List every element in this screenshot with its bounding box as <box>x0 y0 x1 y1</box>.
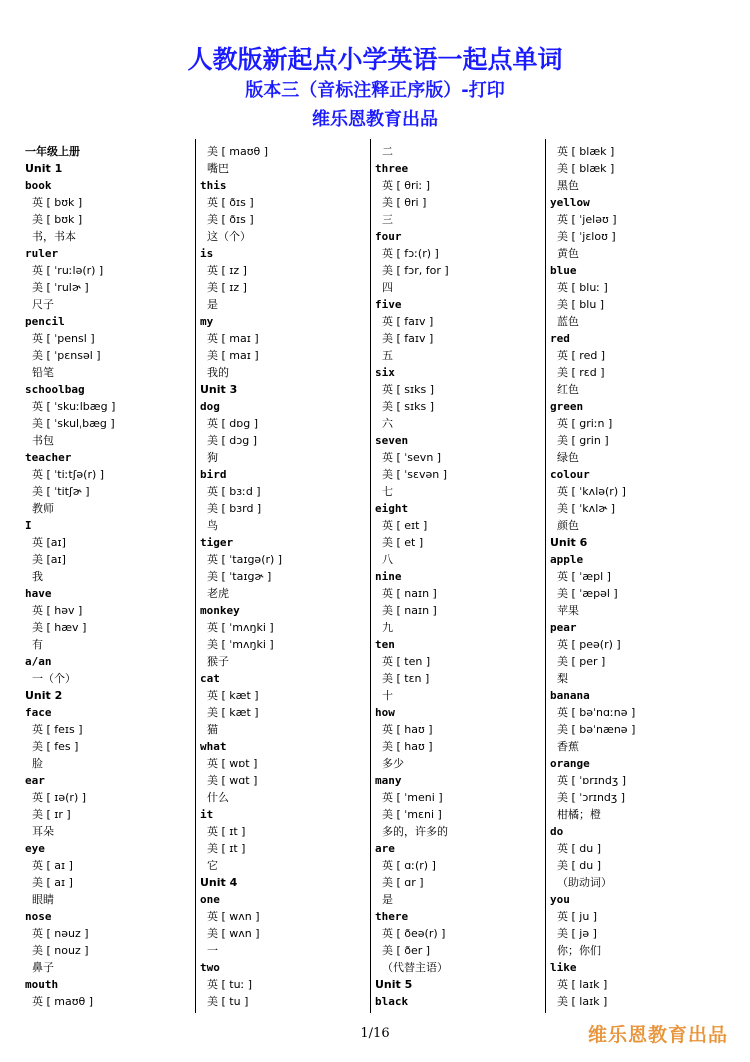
vocab-word: two <box>200 961 220 974</box>
vocab-word: have <box>25 587 52 600</box>
vocab-detail: 蓝色 <box>557 315 579 328</box>
vocab-word: one <box>200 893 220 906</box>
vocab-detail: 美 [ rɛd ] <box>557 366 605 379</box>
vocab-detail: 你；你们 <box>557 944 601 957</box>
vocab-word: pear <box>550 621 577 634</box>
vocab-detail: 美 [ kæt ] <box>207 706 259 719</box>
section-heading: 一年级上册 <box>25 145 80 158</box>
vocab-detail: 英 [ ˈkʌlə(r) ] <box>557 485 626 498</box>
vocab-word: apple <box>550 553 584 566</box>
vocab-detail: 美 [ bəˈnænə ] <box>557 723 636 736</box>
vocab-detail: 美 [ θri ] <box>382 196 427 209</box>
vocab-detail: 美 [ ˈtaɪgɚ ] <box>207 570 272 583</box>
vocab-word: eight <box>375 502 409 515</box>
vocab-word: orange <box>550 757 590 770</box>
vocab-detail: 英 [ aɪ ] <box>32 859 73 872</box>
vocab-detail: 香蕉 <box>557 740 579 753</box>
vocab-detail: 红色 <box>557 383 579 396</box>
section-heading: Unit 2 <box>25 689 63 702</box>
vocab-detail: 美 [ laɪk ] <box>557 995 608 1008</box>
vocab-detail: 美 [ ˈmʌŋki ] <box>207 638 274 651</box>
page-subtitle: 版本三（音标注释正序版）-打印 <box>245 80 505 101</box>
vocab-word: there <box>375 910 409 923</box>
vocab-detail: 九 <box>382 621 393 634</box>
vocab-detail: 英 [ ˈɒrɪndʒ ] <box>557 774 626 787</box>
vocab-detail: 美 [ ðɪs ] <box>207 213 254 226</box>
vocab-detail: 四 <box>382 281 393 294</box>
vocab-detail: 教师 <box>32 502 54 515</box>
vocab-word: dog <box>200 400 220 413</box>
vocab-detail: 五 <box>382 349 393 362</box>
vocab-word: five <box>375 298 402 311</box>
vocab-detail: 英 [ ˈpensl ] <box>32 332 95 345</box>
vocab-word: pencil <box>25 315 65 328</box>
vocab-detail: （代替主语） <box>382 961 448 974</box>
vocab-detail: 美 [ dɔg ] <box>207 434 258 447</box>
vocab-detail: 英 [ ɑː(r) ] <box>382 859 436 872</box>
vocab-detail: 美 [ ˈæpəl ] <box>557 587 618 600</box>
vocab-detail: 英 [ ˈskuːlbæg ] <box>32 400 116 413</box>
vocab-detail: 英 [ bɜːd ] <box>207 485 261 498</box>
vocab-word: it <box>200 808 214 821</box>
vocabulary-columns <box>0 143 750 1015</box>
vocab-word: a/an <box>25 655 52 668</box>
vocab-detail: 英 [ ɪz ] <box>207 264 247 277</box>
vocab-detail: 英 [ griːn ] <box>557 417 613 430</box>
vocab-detail: 铅笔 <box>32 366 54 379</box>
vocab-detail: 美 [ ˈɔrɪndʒ ] <box>557 791 626 804</box>
vocab-column-1 <box>25 143 191 1015</box>
vocab-word: like <box>550 961 577 974</box>
vocab-detail: 英 [ nəuz ] <box>32 927 89 940</box>
vocab-detail: 美 [ faɪv ] <box>382 332 434 345</box>
vocab-detail: 美 [ bʊk ] <box>32 213 83 226</box>
vocab-word: banana <box>550 689 590 702</box>
vocab-detail: 美 [ ɪt ] <box>207 842 246 855</box>
vocab-detail: 老虎 <box>207 587 229 600</box>
vocab-detail: 美 [ wʌn ] <box>207 927 260 940</box>
vocab-detail: 美 [ wɑt ] <box>207 774 258 787</box>
vocab-detail: 英 [ həv ] <box>32 604 83 617</box>
vocab-detail: 英 [ red ] <box>557 349 606 362</box>
vocab-word: I <box>25 519 32 532</box>
vocab-detail: 美 [ et ] <box>382 536 424 549</box>
vocab-detail: 嘴巴 <box>207 162 229 175</box>
vocab-word: ear <box>25 774 45 787</box>
vocab-detail: 颜色 <box>557 519 579 532</box>
vocab-detail: 它 <box>207 859 218 872</box>
vocab-detail: 七 <box>382 485 393 498</box>
vocab-detail: 美 [ per ] <box>557 655 606 668</box>
section-heading: Unit 3 <box>200 383 238 396</box>
vocab-column-2 <box>200 143 366 1015</box>
vocab-detail: 美 [ du ] <box>557 859 602 872</box>
vocab-column-4 <box>550 143 716 1015</box>
vocab-word: what <box>200 740 227 753</box>
vocab-detail: 英 [ kæt ] <box>207 689 259 702</box>
vocab-detail: 英 [ bəˈnɑːnə ] <box>557 706 636 719</box>
section-heading: Unit 5 <box>375 978 413 991</box>
vocab-detail: 黑色 <box>557 179 579 192</box>
publisher-line: 维乐恩教育出品 <box>312 109 438 130</box>
vocab-detail: 美 [ nouz ] <box>32 944 89 957</box>
vocab-detail: 我 <box>32 570 43 583</box>
vocab-word: nose <box>25 910 52 923</box>
vocab-column-3 <box>375 143 541 1015</box>
vocab-detail: 英 [ wʌn ] <box>207 910 260 923</box>
vocab-detail: 多的，许多的 <box>382 825 448 838</box>
vocab-word: ten <box>375 638 395 651</box>
vocab-detail: 英 [ haʊ ] <box>382 723 433 736</box>
vocab-detail: 美 [ blu ] <box>557 298 605 311</box>
vocab-detail: 美 [ ˈrulɚ ] <box>32 281 89 294</box>
vocab-detail: 这（个） <box>207 230 251 243</box>
vocab-word: how <box>375 706 395 719</box>
vocab-detail: 美 [ ðer ] <box>382 944 431 957</box>
vocab-detail: 英 [ ɪt ] <box>207 825 246 838</box>
vocab-word: cat <box>200 672 220 685</box>
vocab-detail: （助动词） <box>557 876 612 889</box>
vocab-detail: 耳朵 <box>32 825 54 838</box>
vocab-detail: 美 [ ˈskulˌbæg ] <box>32 417 115 430</box>
vocab-detail: 什么 <box>207 791 229 804</box>
vocab-detail: 英 [ du ] <box>557 842 602 855</box>
vocab-detail: 美 [ tu ] <box>207 995 249 1008</box>
vocab-detail: 英 [ ˈmeni ] <box>382 791 443 804</box>
vocab-word: nine <box>375 570 402 583</box>
vocab-detail: 英 [ ˈæpl ] <box>557 570 611 583</box>
vocab-detail: 脸 <box>32 757 43 770</box>
vocab-detail: 美 [ bɜrd ] <box>207 502 262 515</box>
vocab-detail: 鼻子 <box>32 961 54 974</box>
vocab-detail: 尺子 <box>32 298 54 311</box>
vocab-detail: 英 [ wɒt ] <box>207 757 258 770</box>
vocab-detail: 美 [ ɑr ] <box>382 876 424 889</box>
vocab-detail: 苹果 <box>557 604 579 617</box>
vocab-detail: 英 [ tuː ] <box>207 978 253 991</box>
vocab-detail: 英 [ ˈmʌŋki ] <box>207 621 274 634</box>
vocab-detail: 英 [ θriː ] <box>382 179 431 192</box>
vocab-detail: 英 [ eɪt ] <box>382 519 428 532</box>
vocab-word: blue <box>550 264 577 277</box>
vocab-word: you <box>550 893 570 906</box>
vocab-detail: 多少 <box>382 757 404 770</box>
vocab-detail: 有 <box>32 638 43 651</box>
vocab-detail: 一（个） <box>32 672 76 685</box>
vocab-detail: 美 [ maʊθ ] <box>207 145 269 158</box>
vocab-detail: 美 [ maɪ ] <box>207 349 259 362</box>
vocab-detail: 英 [ blæk ] <box>557 145 615 158</box>
vocab-detail: 绿色 <box>557 451 579 464</box>
vocab-detail: 猫 <box>207 723 218 736</box>
vocab-word: ruler <box>25 247 59 260</box>
vocab-word: many <box>375 774 402 787</box>
vocab-detail: 美 [ grin ] <box>557 434 609 447</box>
vocab-detail: 书包 <box>32 434 54 447</box>
vocab-word: black <box>375 995 409 1008</box>
vocab-detail: 英 [ feɪs ] <box>32 723 83 736</box>
page-number: 1/16 <box>360 1026 390 1041</box>
vocab-detail: 美 [ fes ] <box>32 740 79 753</box>
vocab-word: schoolbag <box>25 383 85 396</box>
vocab-word: my <box>200 315 214 328</box>
vocab-detail: 美 [ ɪr ] <box>32 808 71 821</box>
page-title: 人教版新起点小学英语一起点单词 <box>187 45 563 74</box>
vocab-detail: 英 [ ðeə(r) ] <box>382 927 446 940</box>
vocab-word: six <box>375 366 395 379</box>
vocab-detail: 十 <box>382 689 393 702</box>
vocab-detail: 美 [ haʊ ] <box>382 740 433 753</box>
vocab-detail: 英 [ bluː ] <box>557 281 608 294</box>
vocab-word: teacher <box>25 451 72 464</box>
vocab-detail: 英 [ peə(r) ] <box>557 638 621 651</box>
vocab-detail: 我的 <box>207 366 229 379</box>
vocab-word: monkey <box>200 604 240 617</box>
vocab-word: red <box>550 332 570 345</box>
vocab-detail: 英 [aɪ] <box>32 536 66 549</box>
vocab-detail: 是 <box>382 893 393 906</box>
vocab-detail: 美 [ ɪz ] <box>207 281 247 294</box>
vocab-detail: 英 [ ten ] <box>382 655 431 668</box>
section-heading: Unit 6 <box>550 536 588 549</box>
vocab-detail: 英 [ ɪə(r) ] <box>32 791 87 804</box>
vocab-detail: 六 <box>382 417 393 430</box>
vocab-detail: 英 [ ˈruːlə(r) ] <box>32 264 104 277</box>
vocab-detail: 狗 <box>207 451 218 464</box>
vocab-detail: 美 [ ˈpɛnsəl ] <box>32 349 101 362</box>
vocab-detail: 美 [ sɪks ] <box>382 400 434 413</box>
vocab-word: this <box>200 179 227 192</box>
vocab-detail: 美 [ ˈkʌlɚ ] <box>557 502 616 515</box>
vocab-detail: 英 [ fɔː(r) ] <box>382 247 439 260</box>
vocab-detail: 英 [ laɪk ] <box>557 978 608 991</box>
vocab-detail: 柑橘；橙 <box>557 808 601 821</box>
vocab-word: are <box>375 842 395 855</box>
vocab-detail: 美 [ hæv ] <box>32 621 87 634</box>
vocab-detail: 英 [ faɪv ] <box>382 315 434 328</box>
vocab-detail: 英 [ bʊk ] <box>32 196 83 209</box>
section-heading: Unit 4 <box>200 876 238 889</box>
vocab-detail: 美 [ tɛn ] <box>382 672 430 685</box>
vocab-word: tiger <box>200 536 234 549</box>
vocab-word: bird <box>200 468 227 481</box>
vocab-detail: 书，书本 <box>32 230 76 243</box>
vocab-word: colour <box>550 468 590 481</box>
vocab-detail: 美 [aɪ] <box>32 553 66 566</box>
vocab-word: do <box>550 825 564 838</box>
vocab-detail: 英 [ ˈsevn ] <box>382 451 442 464</box>
vocab-detail: 眼睛 <box>32 893 54 906</box>
vocab-detail: 英 [ naɪn ] <box>382 587 437 600</box>
vocab-word: is <box>200 247 214 260</box>
vocab-detail: 梨 <box>557 672 568 685</box>
vocab-detail: 英 [ ˈtiːtʃə(r) ] <box>32 468 105 481</box>
vocab-detail: 英 [ ju ] <box>557 910 598 923</box>
vocab-detail: 英 [ maʊθ ] <box>32 995 94 1008</box>
publisher-watermark: 维乐恩教育出品 <box>587 1024 728 1046</box>
vocab-word: green <box>550 400 584 413</box>
vocab-word: seven <box>375 434 409 447</box>
vocab-detail: 美 [ blæk ] <box>557 162 615 175</box>
vocab-detail: 美 [ naɪn ] <box>382 604 437 617</box>
vocab-detail: 一 <box>207 944 218 957</box>
vocab-detail: 英 [ ˈjeləʊ ] <box>557 213 617 226</box>
vocab-word: yellow <box>550 196 590 209</box>
vocab-detail: 美 [ ˈmɛni ] <box>382 808 442 821</box>
vocab-detail: 英 [ maɪ ] <box>207 332 259 345</box>
vocab-detail: 美 [ fɔr, for ] <box>382 264 449 277</box>
vocab-word: face <box>25 706 52 719</box>
vocab-detail: 英 [ sɪks ] <box>382 383 434 396</box>
vocab-detail: 是 <box>207 298 218 311</box>
vocab-detail: 英 [ dɒg ] <box>207 417 259 430</box>
vocab-word: four <box>375 230 402 243</box>
section-heading: Unit 1 <box>25 162 63 175</box>
vocab-detail: 猴子 <box>207 655 229 668</box>
vocab-word: book <box>25 179 52 192</box>
vocab-word: eye <box>25 842 45 855</box>
vocab-detail: 英 [ ðɪs ] <box>207 196 254 209</box>
vocab-detail: 鸟 <box>207 519 218 532</box>
vocab-detail: 美 [ jə ] <box>557 927 597 940</box>
vocab-detail: 二 <box>382 145 393 158</box>
vocab-detail: 美 [ aɪ ] <box>32 876 73 889</box>
vocab-word: three <box>375 162 409 175</box>
vocab-word: mouth <box>25 978 59 991</box>
vocab-detail: 美 [ ˈtitʃɚ ] <box>32 485 90 498</box>
vocab-detail: 英 [ ˈtaɪgə(r) ] <box>207 553 283 566</box>
vocab-detail: 美 [ ˈsɛvən ] <box>382 468 448 481</box>
vocab-detail: 八 <box>382 553 393 566</box>
vocab-detail: 三 <box>382 213 393 226</box>
vocab-detail: 黄色 <box>557 247 579 260</box>
vocab-detail: 美 [ ˈjɛloʊ ] <box>557 230 616 243</box>
